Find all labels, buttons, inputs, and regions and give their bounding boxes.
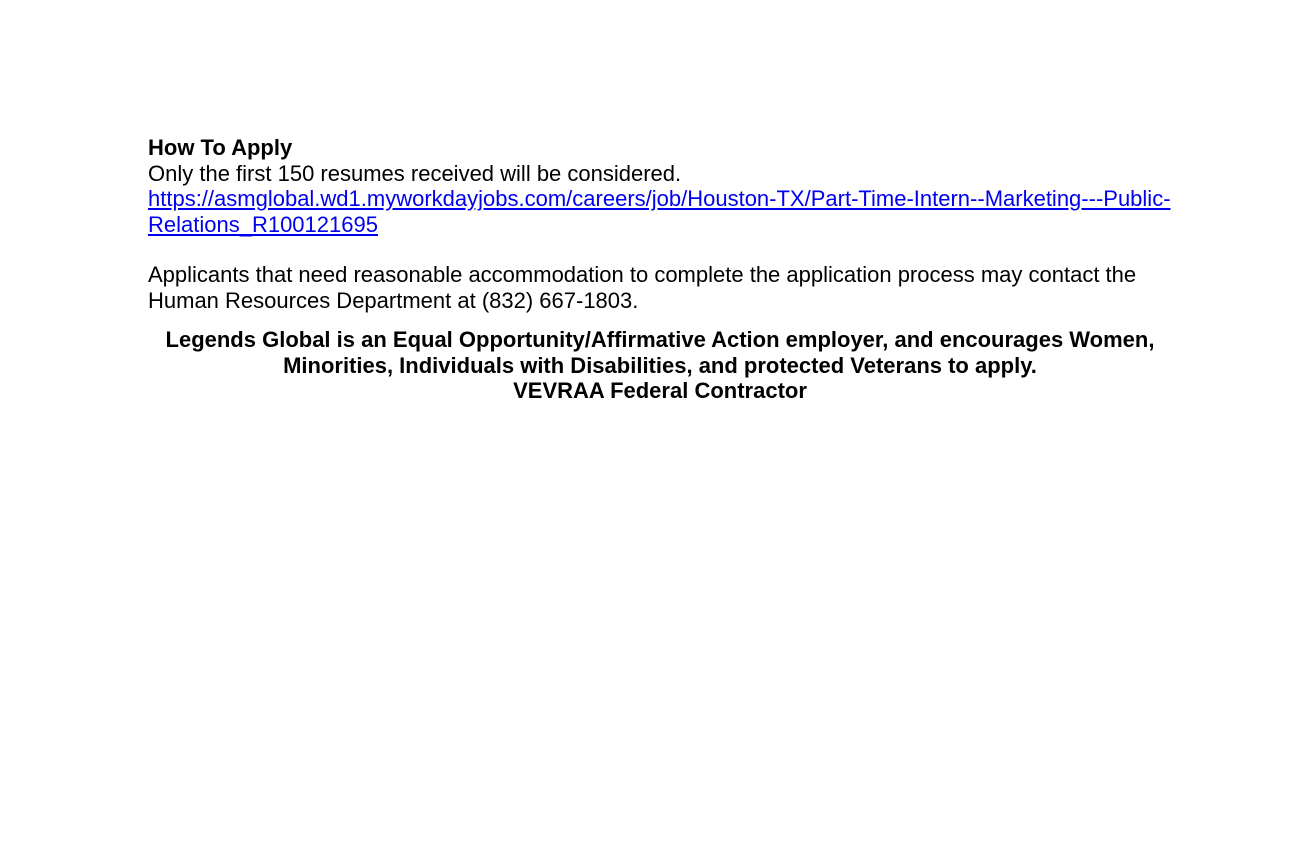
application-link-line-1: https://asmglobal.wd1.myworkdayjobs.com/careers/job/Houston-TX/Part-Time-Intern--Marketing---Public- [148, 186, 1171, 211]
spacer [148, 237, 1172, 262]
application-link[interactable] [148, 186, 1172, 237]
how-to-apply-section [148, 135, 1172, 313]
eeo-statement-line-2: Minorities, Individuals with Disabilities, and protected Veterans to apply. [283, 352, 1037, 378]
eeo-statement [148, 327, 1172, 404]
eeo-statement-line-1: Legends Global is an Equal Opportunity/Affirmative Action employer, and encourages Women, [165, 327, 1155, 352]
resume-limit-note: Only the first 150 resumes received will be considered. [148, 160, 682, 186]
how-to-apply-heading: How To Apply [148, 135, 293, 160]
accommodation-text-line-1: Applicants that need reasonable accommodation to complete the application process may contact the [148, 262, 1137, 287]
application-link-line-2: Relations_R100121695 [148, 211, 378, 237]
accommodation-text-line-2: Human Resources Department at (832) 667-1803. [148, 287, 639, 313]
vevraa-contractor-line: VEVRAA Federal Contractor [513, 378, 807, 403]
